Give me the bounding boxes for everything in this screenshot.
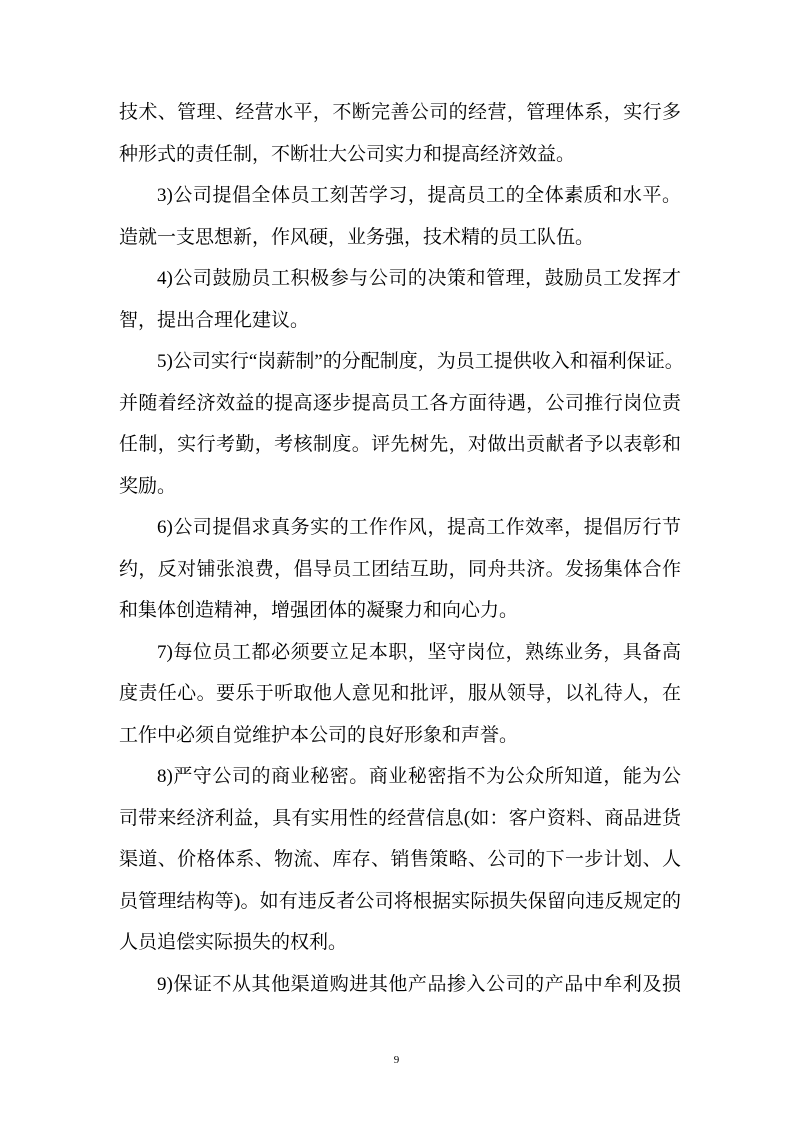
paragraph bbox=[119, 341, 684, 507]
text-line: 造就一支思想新，作风硬，业务强，技术精的员工队伍。 bbox=[119, 226, 595, 248]
paragraph bbox=[119, 258, 681, 341]
text-line: 3)公司提倡全体员工刻苦学习，提高员工的全体素质和水平。 bbox=[157, 185, 681, 206]
paragraph bbox=[119, 964, 681, 1006]
paragraph bbox=[119, 756, 681, 964]
document-body bbox=[119, 92, 684, 1005]
page-number: 9 bbox=[393, 1054, 400, 1066]
text-line: 司带来经济利益，具有实用性的经营信息(如：客户资料、商品进货 bbox=[119, 807, 681, 829]
text-line: 8)严守公司的商业秘密。商业秘密指不为公众所知道，能为公 bbox=[157, 766, 681, 787]
text-line: 员管理结构等)。如有违反者公司将根据实际损失保留向违反规定的 bbox=[119, 890, 681, 912]
text-line: 奖励。 bbox=[119, 475, 177, 497]
text-line: 6)公司提倡求真务实的工作作风，提高工作效率，提倡厉行节 bbox=[157, 517, 681, 538]
text-line: 技术、管理、经营水平，不断完善公司的经营，管理体系，实行多 bbox=[119, 102, 681, 123]
text-line: 工作中必须自觉维护本公司的良好形象和声誉。 bbox=[119, 724, 519, 746]
paragraph bbox=[119, 175, 681, 258]
text-line: 9)保证不从其他渠道购进其他产品掺入公司的产品中牟利及损 bbox=[157, 973, 681, 995]
text-line: 5)公司实行“岗薪制”的分配制度，为员工提供收入和福利保证。 bbox=[157, 351, 684, 372]
text-line: 7)每位员工都必须要立足本职，坚守岗位，熟练业务，具备高 bbox=[157, 641, 681, 663]
paragraph bbox=[119, 632, 681, 757]
text-line: 和集体创造精神，增强团体的凝聚力和向心力。 bbox=[119, 600, 519, 621]
text-line: 并随着经济效益的提高逐步提高员工各方面待遇，公司推行岗位责 bbox=[119, 392, 681, 414]
text-line: 任制，实行考勤，考核制度。评先树先，对做出贡献者予以表彰和 bbox=[119, 434, 681, 455]
text-line: 渠道、价格体系、物流、库存、销售策略、公司的下一步计划、人 bbox=[119, 849, 681, 870]
paragraph bbox=[119, 92, 681, 175]
text-line: 4)公司鼓励员工积极参与公司的决策和管理，鼓励员工发挥才 bbox=[157, 268, 681, 289]
text-line: 人员追偿实际损失的权利。 bbox=[119, 932, 348, 953]
text-line: 智，提出合理化建议。 bbox=[119, 309, 310, 331]
paragraph bbox=[119, 507, 681, 632]
text-line: 度责任心。要乐于听取他人意见和批评，服从领导，以礼待人，在 bbox=[119, 683, 681, 704]
text-line: 约，反对铺张浪费，倡导员工团结互助，同舟共济。发扬集体合作 bbox=[119, 558, 681, 580]
text-line: 种形式的责任制，不断壮大公司实力和提高经济效益。 bbox=[119, 143, 576, 165]
